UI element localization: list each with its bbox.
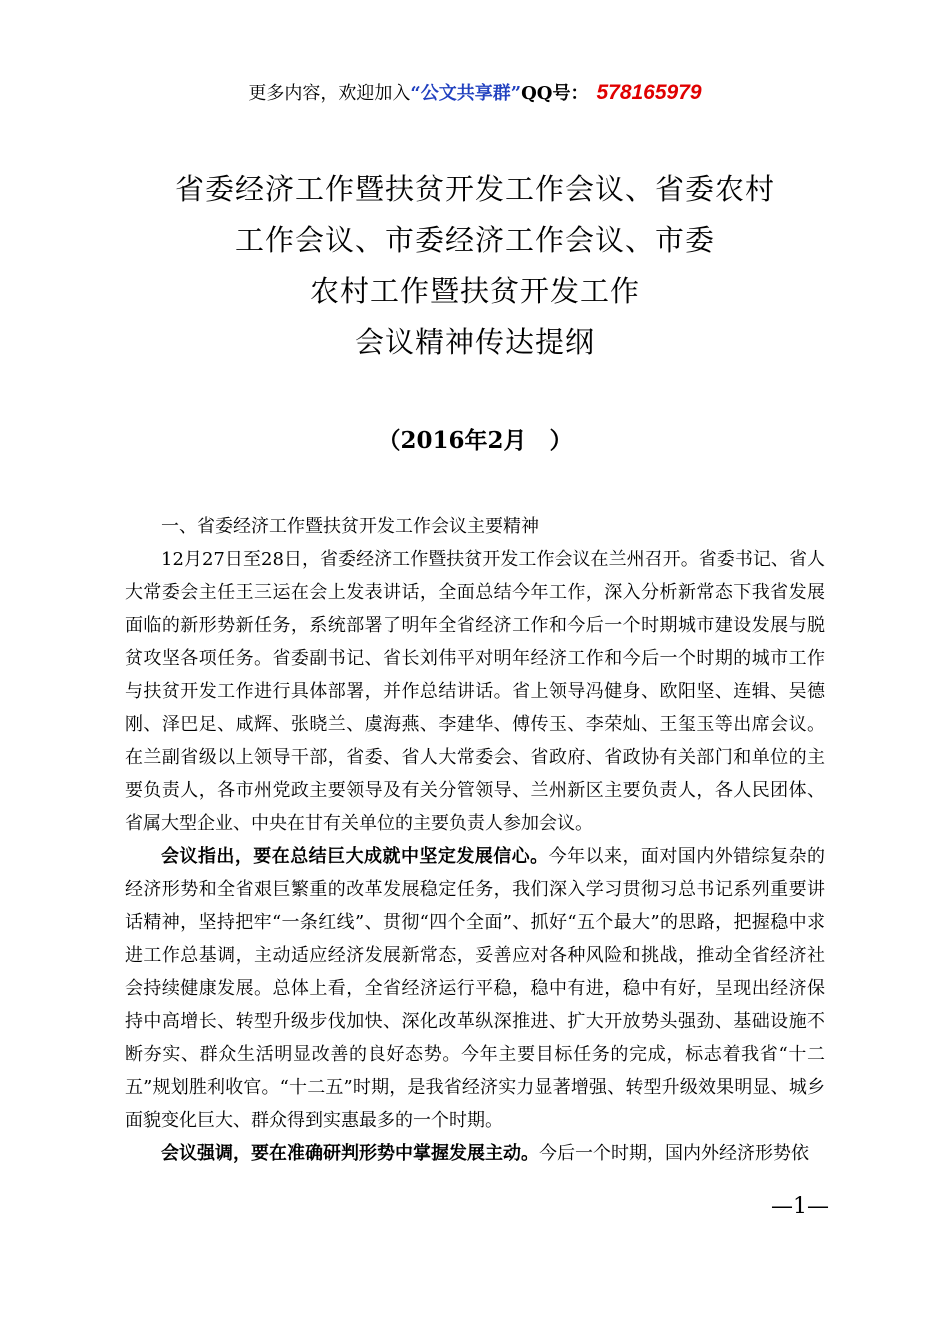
paragraph-1: 12月27日至28日，省委经济工作暨扶贫开发工作会议在兰州召开。省委书记、省人大常委会主任王三运在会上发表讲话，全面总结今年工作，深入分析新常态下我省发展面临的新形势新任务，系统部署了明年全省经济工作和今后一个时期城市建设发展与脱贫攻坚各项任务。省委副书记、省长刘伟平对明年经济工作和今后一个时期的城市工作与扶贫开发工作进行具体部署，并作总结讲话。省上领导冯健身、欧阳坚、连辑、吴德刚、泽巴足、咸辉、张晓兰、虞海燕、李建华、傅传玉、李荣灿、王玺玉等出席会议。在兰副省级以上领导干部，省委、省人大常委会、省政府、省政协有关部门和单位的主要负责人，各市州党政主要领导及有关分管领导、兰州新区主要负责人，各人民团体、省属大型企业、中央在甘有关单位的主要负责人参加会议。 bbox=[125, 549, 825, 834]
paragraph-3-lead: 会议强调，要在准确研判形势中掌握发展主动。 bbox=[161, 1143, 539, 1164]
paragraph-2 bbox=[125, 840, 825, 1137]
title-line-1: 省委经济工作暨扶贫开发工作会议、省委农村 bbox=[174, 172, 775, 206]
document-title bbox=[0, 164, 950, 368]
paragraph-3 bbox=[125, 1137, 825, 1170]
paragraph-2-text: 今年以来，面对国内外错综复杂的经济形势和全省艰巨繁重的改革发展稳定任务，我们深入学习贯彻习总书记系列重要讲话精神，坚持把牢“一条红线”、贯彻“四个全面”、抓好“五个最大”的思路，把握稳中求进工作总基调，主动适应经济发展新常态，妥善应对各种风险和挑战，推动全省经济社会持续健康发展。总体上看，全省经济运行平稳，稳中有进，稳中有好，呈现出经济保持中高增长、转型升级步伐加快、深化改革纵深推进、扩大开放势头强劲、基础设施不断夯实、群众生活明显改善的良好态势。今年主要目标任务的完成，标志着我省“十二五”规划胜利收官。“十二五”时期，是我省经济实力显著增强、转型升级效果明显、城乡面貌变化巨大、群众得到实惠最多的一个时期。 bbox=[125, 846, 826, 1131]
title-line-2: 工作会议、市委经济工作会议、市委 bbox=[234, 223, 715, 257]
document-body bbox=[125, 510, 825, 1170]
header-qq-number: 578165979 bbox=[596, 81, 702, 104]
header-promo bbox=[0, 80, 950, 107]
header-group-name: “公文共享群” bbox=[410, 83, 522, 104]
paragraph-2-lead: 会议指出，要在总结巨大成就中坚定发展信心。 bbox=[161, 846, 549, 867]
paragraph-3-text: 今后一个时期，国内外经济形势依 bbox=[539, 1143, 809, 1164]
section-heading: 一、省委经济工作暨扶贫开发工作会议主要精神 bbox=[161, 516, 539, 537]
page-number: —1— bbox=[771, 1194, 829, 1219]
title-line-3: 农村工作暨扶贫开发工作 bbox=[309, 274, 640, 308]
header-prefix: 更多内容，欢迎加入 bbox=[248, 83, 411, 104]
header-qq-label: QQ号： bbox=[521, 83, 589, 104]
document-date: （2016年2月 ） bbox=[377, 427, 573, 454]
title-line-4: 会议精神传达提纲 bbox=[354, 325, 595, 359]
